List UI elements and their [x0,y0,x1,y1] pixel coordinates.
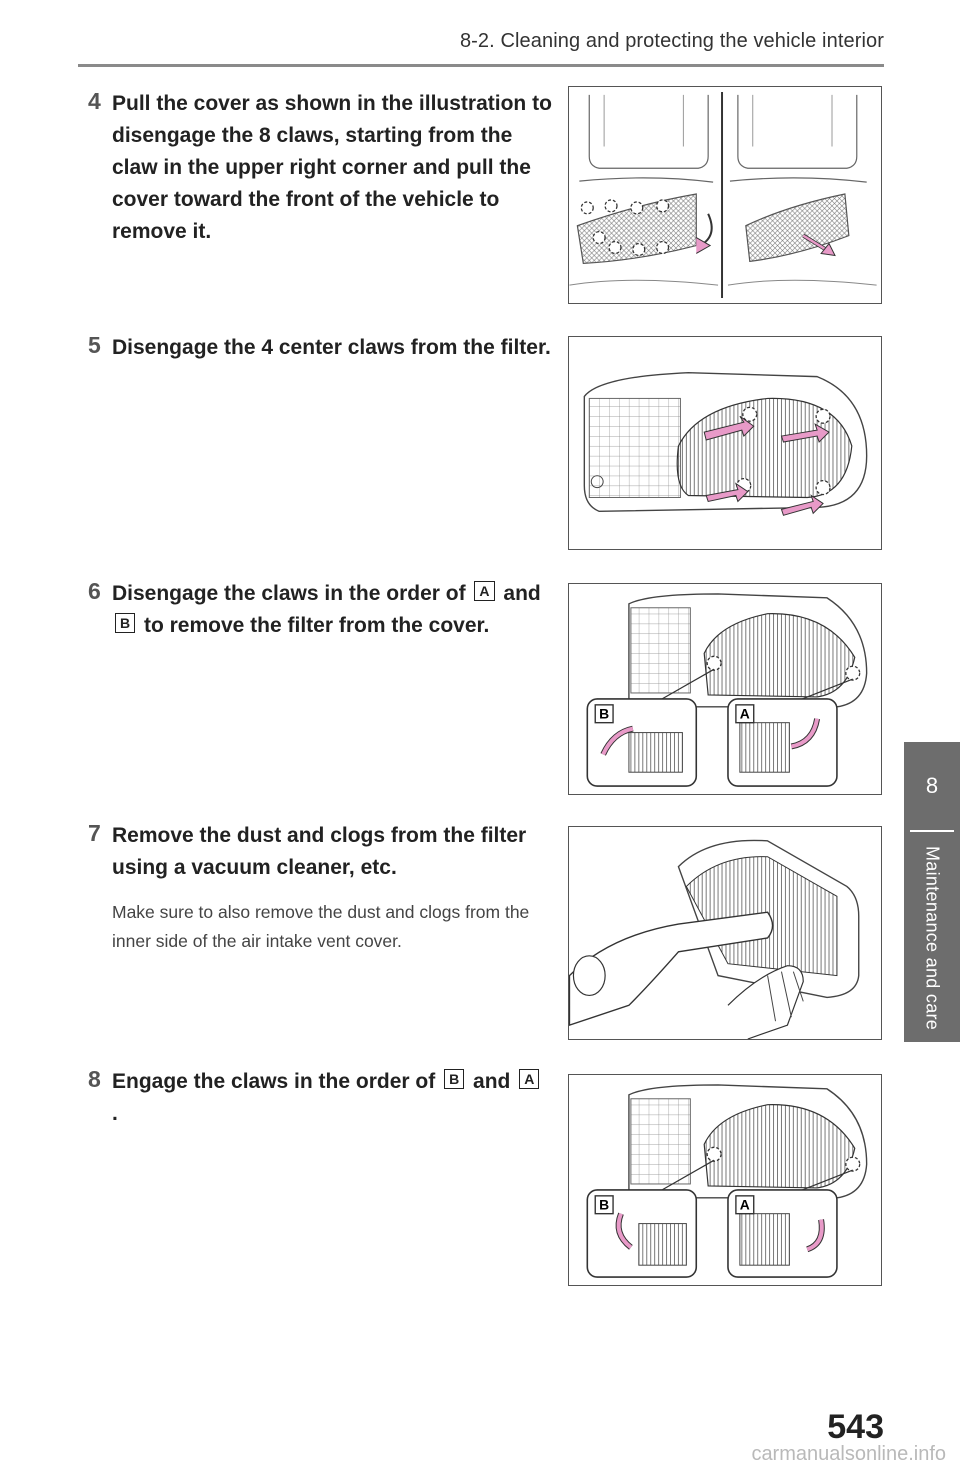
illustration-vacuum [568,826,882,1040]
filter-claws-drawing [569,337,881,549]
label-box-a: A [474,581,494,601]
watermark: carmanualsonline.info [751,1443,946,1465]
step-number: 5 [88,332,101,358]
step-text: Remove the dust and clogs from the filter using a vacuum cleaner, etc. [112,824,527,879]
tab-divider [910,830,954,832]
step-text-part: Disengage the claws in the order of [112,582,466,605]
section-header-title: 8-2. Cleaning and protecting the vehicle interior [459,30,884,52]
step-text: Pull the cover as shown in the illustration to disengage the 8 claws, starting from the claw in the upper right corner and pull the cover toward the front of the vehicle to remove it. [112,92,552,243]
step-text-part: . [112,1102,118,1125]
step-text [112,1066,554,1130]
page-number: 543 [827,1408,884,1446]
chapter-number: 8 [925,773,939,798]
step-text-part: and [473,1070,511,1093]
engage-claws-drawing [569,1075,881,1285]
label-box-b: B [444,1069,464,1089]
step-7 [88,820,554,956]
disengage-claws-drawing [569,584,881,794]
step-note: Make sure to also remove the dust and clogs from the inner side of the air intake vent cover. [112,902,530,951]
step-text-part: and [503,582,541,605]
step-text-part: to remove the filter from the cover. [143,614,490,637]
illustration-engage-ba [568,1074,882,1286]
step-6 [88,578,554,642]
callout-a: A [739,1196,750,1213]
illustration-remove-cover [568,86,882,304]
label-box-a: A [519,1069,539,1089]
step-text [112,578,554,642]
callout-b: B [599,705,610,722]
callout-a: A [739,705,750,722]
step-number: 6 [88,578,101,604]
chapter-side-tab[interactable] [904,742,960,1042]
vacuum-drawing [569,827,881,1039]
step-number: 4 [88,88,101,114]
step-number: 7 [88,820,101,846]
label-box-b: B [115,613,135,633]
step-5 [88,332,554,364]
header-divider [78,64,884,67]
callout-b: B [599,1196,610,1213]
step-8 [88,1066,554,1130]
illustration-disengage-ab [568,583,882,795]
step-4 [88,88,554,248]
illustration-center-claws [568,336,882,550]
chapter-label: Maintenance and care [922,845,943,1031]
step-text: Disengage the 4 center claws from the filter. [112,336,551,359]
seat-cover-drawing [569,87,881,303]
step-number: 8 [88,1066,101,1092]
step-text-part: Engage the claws in the order of [112,1070,436,1093]
